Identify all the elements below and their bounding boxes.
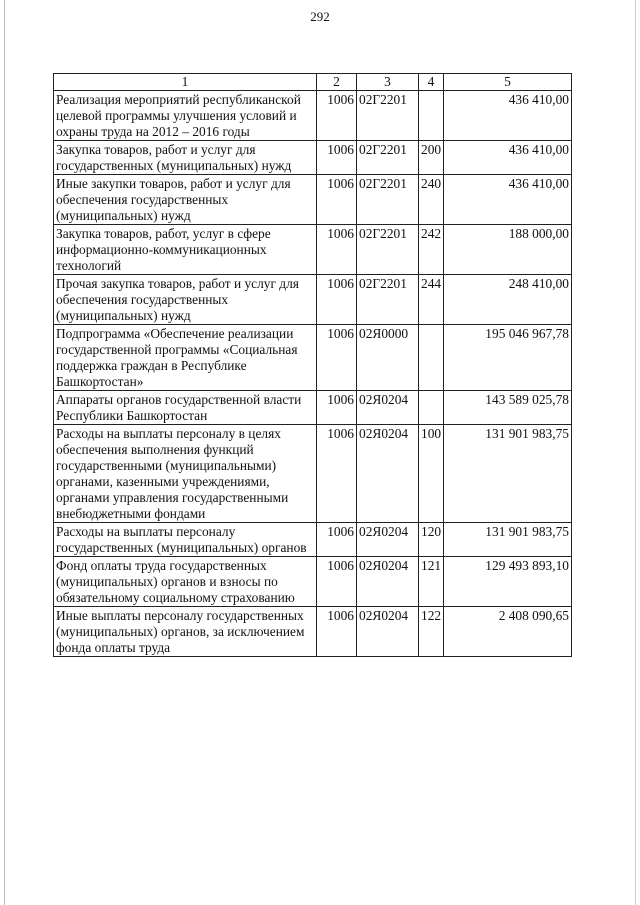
row-name-cell: Фонд оплаты труда государственных (муниципальных) органов и взносы по обязательному социальному страхованию — [54, 557, 317, 607]
budget-table — [53, 73, 572, 657]
target-article-cell: 02Я0204 — [357, 607, 419, 657]
row-name-cell: Аппараты органов государственной власти Республики Башкортостан — [54, 391, 317, 425]
table-row — [54, 557, 572, 607]
expense-type-cell: 240 — [419, 175, 444, 225]
amount-cell: 129 493 893,10 — [444, 557, 572, 607]
row-name-cell: Закупка товаров, работ и услуг для государственных (муниципальных) нужд — [54, 141, 317, 175]
column-header-1: 1 — [54, 74, 317, 91]
amount-cell: 436 410,00 — [444, 175, 572, 225]
amount-cell: 131 901 983,75 — [444, 523, 572, 557]
expense-type-cell: 100 — [419, 425, 444, 523]
row-name-cell: Реализация мероприятий республиканской целевой программы улучшения условий и охраны труда на 2012 – 2016 годы — [54, 91, 317, 141]
expense-type-cell — [419, 391, 444, 425]
expense-type-cell: 120 — [419, 523, 444, 557]
scan-edge-right — [635, 0, 636, 905]
table-row — [54, 225, 572, 275]
expense-type-cell: 244 — [419, 275, 444, 325]
amount-cell: 248 410,00 — [444, 275, 572, 325]
target-article-cell: 02Г2201 — [357, 175, 419, 225]
amount-cell: 188 000,00 — [444, 225, 572, 275]
expense-type-cell: 122 — [419, 607, 444, 657]
section-code-cell: 1006 — [317, 607, 357, 657]
target-article-cell: 02Г2201 — [357, 141, 419, 175]
section-code-cell: 1006 — [317, 275, 357, 325]
target-article-cell: 02Я0000 — [357, 325, 419, 391]
target-article-cell: 02Я0204 — [357, 523, 419, 557]
table-row — [54, 425, 572, 523]
table-row — [54, 391, 572, 425]
section-code-cell: 1006 — [317, 391, 357, 425]
table-row — [54, 523, 572, 557]
expense-type-cell: 200 — [419, 141, 444, 175]
expense-type-cell — [419, 325, 444, 391]
row-name-cell: Иные закупки товаров, работ и услуг для обеспечения государственных (муниципальных) нужд — [54, 175, 317, 225]
column-header-2: 2 — [317, 74, 357, 91]
target-article-cell: 02Я0204 — [357, 425, 419, 523]
target-article-cell: 02Г2201 — [357, 91, 419, 141]
section-code-cell: 1006 — [317, 175, 357, 225]
section-code-cell: 1006 — [317, 325, 357, 391]
expense-type-cell: 121 — [419, 557, 444, 607]
row-name-cell: Прочая закупка товаров, работ и услуг для обеспечения государственных (муниципальных) нужд — [54, 275, 317, 325]
row-name-cell: Расходы на выплаты персоналу в целях обеспечения выполнения функций государственными (муниципальными) органами, казенными учреждениями, органами управления государственными внебюджетными фондами — [54, 425, 317, 523]
scan-edge-left — [4, 0, 5, 905]
amount-cell: 195 046 967,78 — [444, 325, 572, 391]
section-code-cell: 1006 — [317, 225, 357, 275]
row-name-cell: Расходы на выплаты персоналу государственных (муниципальных) органов — [54, 523, 317, 557]
amount-cell: 143 589 025,78 — [444, 391, 572, 425]
expense-type-cell: 242 — [419, 225, 444, 275]
row-name-cell: Подпрограмма «Обеспечение реализации государственной программы «Социальная поддержка граждан в Республике Башкортостан» — [54, 325, 317, 391]
target-article-cell: 02Я0204 — [357, 391, 419, 425]
table-row — [54, 175, 572, 225]
amount-cell: 436 410,00 — [444, 91, 572, 141]
section-code-cell: 1006 — [317, 91, 357, 141]
section-code-cell: 1006 — [317, 425, 357, 523]
table-row — [54, 607, 572, 657]
amount-cell: 131 901 983,75 — [444, 425, 572, 523]
table-header-row — [54, 74, 572, 91]
target-article-cell: 02Г2201 — [357, 225, 419, 275]
column-header-4: 4 — [419, 74, 444, 91]
page-number: 292 — [310, 9, 330, 24]
column-header-3: 3 — [357, 74, 419, 91]
section-code-cell: 1006 — [317, 141, 357, 175]
section-code-cell: 1006 — [317, 557, 357, 607]
section-code-cell: 1006 — [317, 523, 357, 557]
target-article-cell: 02Я0204 — [357, 557, 419, 607]
table-row — [54, 325, 572, 391]
target-article-cell: 02Г2201 — [357, 275, 419, 325]
expense-type-cell — [419, 91, 444, 141]
column-header-5: 5 — [444, 74, 572, 91]
row-name-cell: Закупка товаров, работ, услуг в сфере информационно-коммуникационных технологий — [54, 225, 317, 275]
row-name-cell: Иные выплаты персоналу государственных (муниципальных) органов, за исключением фонда оплаты труда — [54, 607, 317, 657]
table-row — [54, 91, 572, 141]
table-row — [54, 275, 572, 325]
amount-cell: 436 410,00 — [444, 141, 572, 175]
table-row — [54, 141, 572, 175]
table-body — [54, 91, 572, 657]
amount-cell: 2 408 090,65 — [444, 607, 572, 657]
